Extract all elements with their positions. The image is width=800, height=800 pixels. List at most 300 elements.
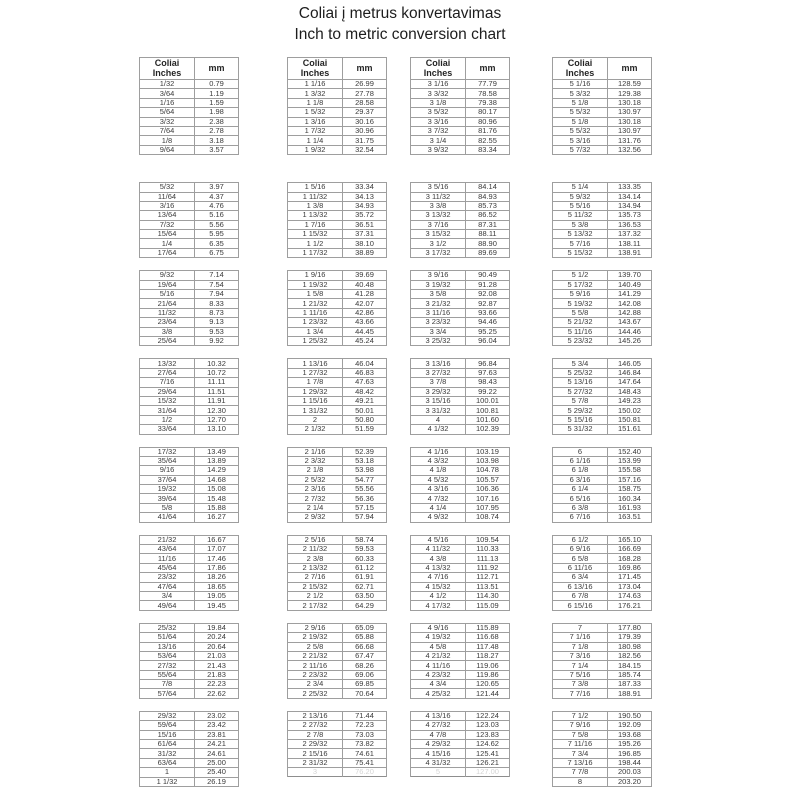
- mm-cell: 195.26: [608, 740, 652, 749]
- inches-cell: 2 19/32: [288, 633, 343, 642]
- table-row: [288, 396, 387, 405]
- mm-cell: 12.30: [195, 406, 239, 415]
- mm-cell: 180.98: [608, 642, 652, 651]
- inches-cell: 3 5/32: [411, 108, 466, 117]
- table-row: [288, 494, 387, 503]
- inches-cell: 2 3/8: [288, 554, 343, 563]
- inches-cell: 1 5/16: [288, 183, 343, 192]
- table-row: [288, 573, 387, 582]
- table-row-faded: [411, 768, 510, 777]
- inches-cell: 1 15/16: [288, 396, 343, 405]
- mm-cell: 53.98: [343, 466, 387, 475]
- conversion-column-1: [139, 57, 238, 799]
- mm-cell: 7.14: [195, 271, 239, 280]
- mm-cell: 23.02: [195, 711, 239, 720]
- table-row: [553, 513, 652, 522]
- inches-cell: 3 23/32: [411, 318, 466, 327]
- table-row: [288, 651, 387, 660]
- mm-cell: 115.09: [466, 601, 510, 610]
- mm-cell: 41.28: [343, 290, 387, 299]
- page-title: [0, 3, 800, 45]
- mm-cell: 88.90: [466, 239, 510, 248]
- mm-cell: 188.91: [608, 689, 652, 698]
- table-row: [411, 740, 510, 749]
- table-row: [553, 117, 652, 126]
- table-row: [288, 642, 387, 651]
- inches-cell: 7 9/16: [553, 721, 608, 730]
- mm-cell: 65.09: [343, 623, 387, 632]
- inches-cell: 7 5/8: [553, 730, 608, 739]
- inches-cell: 4 23/32: [411, 670, 466, 679]
- mm-cell: 176.21: [608, 601, 652, 610]
- table-row: [288, 485, 387, 494]
- mm-cell: 126.21: [466, 758, 510, 767]
- table-row: [140, 721, 239, 730]
- conversion-table-col3-block1: [410, 57, 510, 155]
- mm-cell: 14.68: [195, 475, 239, 484]
- table-row: [411, 98, 510, 107]
- table-row: [553, 415, 652, 424]
- table-row: [411, 368, 510, 377]
- mm-cell: 39.69: [343, 271, 387, 280]
- table-row: [140, 730, 239, 739]
- inches-cell: 5 1/16: [553, 80, 608, 89]
- inches-cell: 1/16: [140, 98, 195, 107]
- conversion-table-col4-block2: [552, 182, 652, 258]
- inches-cell: 6 1/8: [553, 466, 608, 475]
- table-row: [288, 670, 387, 679]
- inches-cell: 1 7/32: [288, 126, 343, 135]
- inches-cell: 5 21/32: [553, 318, 608, 327]
- mm-cell: 141.29: [608, 290, 652, 299]
- inches-cell: 2 9/32: [288, 513, 343, 522]
- table-row: [140, 749, 239, 758]
- inches-cell: 5 5/32: [553, 126, 608, 135]
- inches-cell: 1 7/8: [288, 378, 343, 387]
- table-row: [553, 661, 652, 670]
- table-row: [140, 680, 239, 689]
- inches-cell: 5 25/32: [553, 368, 608, 377]
- inches-cell: 2 3/32: [288, 456, 343, 465]
- mm-cell: 142.88: [608, 308, 652, 317]
- mm-cell: 127.00: [466, 768, 510, 777]
- inches-cell: 5 5/8: [553, 308, 608, 317]
- inches-cell: 5 15/32: [553, 248, 608, 257]
- mm-cell: 28.58: [343, 98, 387, 107]
- table-row: [140, 201, 239, 210]
- mm-cell: 23.42: [195, 721, 239, 730]
- conversion-table-col1-block4: [139, 358, 239, 434]
- inches-cell: 2 31/32: [288, 758, 343, 767]
- table-row: [553, 711, 652, 720]
- inches-cell: 31/64: [140, 406, 195, 415]
- inches-cell: 3 3/32: [411, 89, 466, 98]
- table-row: [140, 359, 239, 368]
- mm-cell: 49.21: [343, 396, 387, 405]
- mm-cell: 166.69: [608, 545, 652, 554]
- inches-cell: 6 7/8: [553, 591, 608, 600]
- conversion-table-col1-block5: [139, 447, 239, 523]
- inches-cell: 3 27/32: [411, 368, 466, 377]
- inches-cell: 51/64: [140, 633, 195, 642]
- inches-cell: 5 5/32: [553, 108, 608, 117]
- inches-cell: 3/16: [140, 201, 195, 210]
- mm-cell: 150.02: [608, 406, 652, 415]
- mm-cell: 135.73: [608, 211, 652, 220]
- conversion-table-col2-block8: [287, 711, 387, 777]
- mm-cell: 119.06: [466, 661, 510, 670]
- inches-cell: 1 3/4: [288, 327, 343, 336]
- inches-cell: 2 1/4: [288, 503, 343, 512]
- inches-cell: 7/64: [140, 126, 195, 135]
- mm-cell: 155.58: [608, 466, 652, 475]
- inches-cell: 3 1/8: [411, 98, 466, 107]
- inches-cell: 37/64: [140, 475, 195, 484]
- table-row: [140, 711, 239, 720]
- table-row: [553, 201, 652, 210]
- table-row: [411, 661, 510, 670]
- table-row: [140, 758, 239, 767]
- inches-cell: 3 13/16: [411, 359, 466, 368]
- inches-cell: 3 5/16: [411, 183, 466, 192]
- mm-cell: 158.75: [608, 485, 652, 494]
- inches-cell: 5/8: [140, 503, 195, 512]
- table-row: [140, 126, 239, 135]
- table-row: [140, 108, 239, 117]
- table-row: [553, 271, 652, 280]
- inches-cell: 35/64: [140, 456, 195, 465]
- table-row: [411, 601, 510, 610]
- mm-cell: 200.03: [608, 768, 652, 777]
- mm-cell: 142.08: [608, 299, 652, 308]
- table-row: [553, 563, 652, 572]
- mm-cell: 85.73: [466, 201, 510, 210]
- inches-cell: 5 27/32: [553, 387, 608, 396]
- table-row: [553, 387, 652, 396]
- inches-cell: 5 7/32: [553, 145, 608, 154]
- inches-cell: 9/64: [140, 145, 195, 154]
- mm-header: mm: [608, 58, 652, 80]
- inches-cell: 4 7/16: [411, 573, 466, 582]
- inches-cell: 4 11/16: [411, 661, 466, 670]
- mm-cell: 150.81: [608, 415, 652, 424]
- inches-cell: 5 1/4: [553, 183, 608, 192]
- inches-cell: 5 13/16: [553, 378, 608, 387]
- mm-cell: 137.32: [608, 230, 652, 239]
- inches-cell: 2 15/32: [288, 582, 343, 591]
- mm-cell: 25.00: [195, 758, 239, 767]
- table-row: [288, 280, 387, 289]
- inches-cell: 2 1/32: [288, 425, 343, 434]
- table-row: [288, 623, 387, 632]
- table-row: [411, 220, 510, 229]
- inches-cell: 3 11/16: [411, 308, 466, 317]
- inches-cell: 3/32: [140, 117, 195, 126]
- mm-cell: 45.24: [343, 336, 387, 345]
- table-row: [411, 136, 510, 145]
- mm-cell: 143.67: [608, 318, 652, 327]
- table-row: [411, 327, 510, 336]
- mm-cell: 130.18: [608, 117, 652, 126]
- mm-cell: 46.04: [343, 359, 387, 368]
- inches-cell: 15/32: [140, 396, 195, 405]
- inches-cell: 27/32: [140, 661, 195, 670]
- mm-cell: 148.43: [608, 387, 652, 396]
- conversion-table-col2-block7: [287, 623, 387, 699]
- mm-cell: 61.12: [343, 563, 387, 572]
- inches-cell: 3/64: [140, 89, 195, 98]
- mm-cell: 3.57: [195, 145, 239, 154]
- table-row: [411, 89, 510, 98]
- table-row: [140, 192, 239, 201]
- mm-cell: 1.59: [195, 98, 239, 107]
- mm-cell: 17.46: [195, 554, 239, 563]
- table-row: [553, 573, 652, 582]
- table-row: [411, 359, 510, 368]
- mm-cell: 1.19: [195, 89, 239, 98]
- inches-cell: 5 31/32: [553, 425, 608, 434]
- mm-cell: 152.40: [608, 447, 652, 456]
- mm-cell: 169.86: [608, 563, 652, 572]
- mm-cell: 128.59: [608, 80, 652, 89]
- table-row: [288, 192, 387, 201]
- table-row: [288, 513, 387, 522]
- inches-cell: 21/64: [140, 299, 195, 308]
- mm-cell: 117.48: [466, 642, 510, 651]
- mm-cell: 58.74: [343, 535, 387, 544]
- inches-cell: 4 17/32: [411, 601, 466, 610]
- conversion-table-col3-block2: [410, 182, 510, 258]
- inches-cell: 2 13/16: [288, 711, 343, 720]
- inches-cell: 5 23/32: [553, 336, 608, 345]
- inches-cell: 2 7/32: [288, 494, 343, 503]
- table-row: [553, 211, 652, 220]
- mm-cell: 22.62: [195, 689, 239, 698]
- mm-cell: 139.70: [608, 271, 652, 280]
- inches-cell: 31/32: [140, 749, 195, 758]
- inches-cell: 2 29/32: [288, 740, 343, 749]
- mm-cell: 120.65: [466, 680, 510, 689]
- mm-cell: 5.16: [195, 211, 239, 220]
- table-row: [553, 239, 652, 248]
- table-row: [411, 192, 510, 201]
- inches-cell: 4 1/2: [411, 591, 466, 600]
- conversion-table-col2-block1: [287, 57, 387, 155]
- inches-cell: 1 1/16: [288, 80, 343, 89]
- inches-cell: 1 15/32: [288, 230, 343, 239]
- table-row: [553, 601, 652, 610]
- inches-cell: 1/2: [140, 415, 195, 424]
- mm-cell: 74.61: [343, 749, 387, 758]
- inches-cell: 5 3/16: [553, 136, 608, 145]
- table-row: [140, 563, 239, 572]
- page-title-english: Inch to metric conversion chart: [294, 26, 506, 43]
- table-row: [288, 554, 387, 563]
- mm-cell: 66.68: [343, 642, 387, 651]
- mm-cell: 55.56: [343, 485, 387, 494]
- table-row: [553, 447, 652, 456]
- table-row: [411, 642, 510, 651]
- mm-cell: 19.84: [195, 623, 239, 632]
- inches-cell: 4 15/16: [411, 749, 466, 758]
- inches-cell: 45/64: [140, 563, 195, 572]
- table-row: [288, 387, 387, 396]
- inches-cell: 2 25/32: [288, 689, 343, 698]
- mm-cell: 62.71: [343, 582, 387, 591]
- mm-cell: 108.74: [466, 513, 510, 522]
- mm-cell: 157.16: [608, 475, 652, 484]
- mm-cell: 114.30: [466, 591, 510, 600]
- mm-cell: 73.82: [343, 740, 387, 749]
- mm-cell: 118.27: [466, 651, 510, 660]
- mm-cell: 92.87: [466, 299, 510, 308]
- inches-cell: 1 5/8: [288, 290, 343, 299]
- inches-cell: 2 9/16: [288, 623, 343, 632]
- table-row: [140, 623, 239, 632]
- inches-cell: 5 7/16: [553, 239, 608, 248]
- mm-cell: 174.63: [608, 591, 652, 600]
- inches-cell: 2 17/32: [288, 601, 343, 610]
- inches-cell: 59/64: [140, 721, 195, 730]
- table-row: [140, 406, 239, 415]
- mm-cell: 50.80: [343, 415, 387, 424]
- inches-cell: 3 1/4: [411, 136, 466, 145]
- mm-cell: 72.23: [343, 721, 387, 730]
- mm-cell: 11.51: [195, 387, 239, 396]
- mm-cell: 100.01: [466, 396, 510, 405]
- mm-cell: 111.92: [466, 563, 510, 572]
- table-row: [288, 661, 387, 670]
- mm-cell: 24.21: [195, 740, 239, 749]
- conversion-table-col1-block1: [139, 57, 239, 155]
- inches-cell: 13/64: [140, 211, 195, 220]
- table-row: [140, 117, 239, 126]
- table-row: [288, 503, 387, 512]
- inches-cell: 4 31/32: [411, 758, 466, 767]
- inches-cell: 2 11/32: [288, 545, 343, 554]
- mm-cell: 42.86: [343, 308, 387, 317]
- table-row: [288, 211, 387, 220]
- inches-cell: 4: [411, 415, 466, 424]
- mm-cell: 67.47: [343, 651, 387, 660]
- table-row: [288, 80, 387, 89]
- table-row: [411, 308, 510, 317]
- inches-cell: 4 9/16: [411, 623, 466, 632]
- mm-cell: 6.35: [195, 239, 239, 248]
- inches-cell: 3 7/16: [411, 220, 466, 229]
- mm-cell: 51.59: [343, 425, 387, 434]
- table-row-faded: [288, 768, 387, 777]
- inches-cell: 4 29/32: [411, 740, 466, 749]
- table-row: [288, 447, 387, 456]
- inches-cell: 5 9/16: [553, 290, 608, 299]
- inches-cell: 7 13/16: [553, 758, 608, 767]
- mm-cell: 193.68: [608, 730, 652, 739]
- mm-cell: 14.29: [195, 466, 239, 475]
- mm-cell: 177.80: [608, 623, 652, 632]
- conversion-table-col3-block8: [410, 711, 510, 777]
- mm-cell: 4.37: [195, 192, 239, 201]
- table-row: [553, 535, 652, 544]
- table-row: [553, 642, 652, 651]
- table-row: [411, 456, 510, 465]
- mm-cell: 61.91: [343, 573, 387, 582]
- inches-cell: 55/64: [140, 670, 195, 679]
- inches-header: Coliai Inches: [140, 58, 195, 80]
- inches-cell: 4 13/16: [411, 711, 466, 720]
- table-row: [140, 475, 239, 484]
- mm-cell: 151.61: [608, 425, 652, 434]
- table-row: [553, 494, 652, 503]
- table-row: [140, 642, 239, 651]
- table-row: [553, 89, 652, 98]
- mm-cell: 69.06: [343, 670, 387, 679]
- table-row: [411, 633, 510, 642]
- table-row: [140, 651, 239, 660]
- table-row: [140, 136, 239, 145]
- mm-header: mm: [343, 58, 387, 80]
- inches-cell: 23/64: [140, 318, 195, 327]
- table-row: [553, 740, 652, 749]
- table-row: [411, 680, 510, 689]
- table-row: [553, 396, 652, 405]
- mm-cell: 104.78: [466, 466, 510, 475]
- table-row: [411, 721, 510, 730]
- mm-cell: 107.16: [466, 494, 510, 503]
- table-row: [140, 768, 239, 777]
- conversion-table-col4-block8: [552, 711, 652, 787]
- mm-cell: 54.77: [343, 475, 387, 484]
- inches-cell: 3 19/32: [411, 280, 466, 289]
- inches-cell: 53/64: [140, 651, 195, 660]
- table-row: [140, 308, 239, 317]
- conversion-table-col3-block4: [410, 358, 510, 434]
- inches-cell: 3 3/16: [411, 117, 466, 126]
- mm-cell: 2.38: [195, 117, 239, 126]
- table-row: [288, 145, 387, 154]
- mm-cell: 124.62: [466, 740, 510, 749]
- table-row: [411, 230, 510, 239]
- mm-cell: 53.18: [343, 456, 387, 465]
- inches-cell: 4 7/8: [411, 730, 466, 739]
- mm-cell: 17.86: [195, 563, 239, 572]
- table-row: [140, 248, 239, 257]
- table-row: [140, 368, 239, 377]
- table-row: [140, 271, 239, 280]
- mm-cell: 65.88: [343, 633, 387, 642]
- table-row: [553, 108, 652, 117]
- inches-cell: 49/64: [140, 601, 195, 610]
- mm-cell: 31.75: [343, 136, 387, 145]
- table-row: [288, 689, 387, 698]
- conversion-table-col3-block5: [410, 447, 510, 523]
- table-row: [140, 456, 239, 465]
- table-row: [288, 582, 387, 591]
- table-row: [411, 211, 510, 220]
- mm-cell: 56.36: [343, 494, 387, 503]
- table-row: [411, 201, 510, 210]
- conversion-table-col1-block2: [139, 182, 239, 258]
- mm-cell: 115.89: [466, 623, 510, 632]
- inches-cell: 4 1/16: [411, 447, 466, 456]
- mm-cell: 144.46: [608, 327, 652, 336]
- conversion-table-col2-block6: [287, 535, 387, 611]
- table-row: [288, 359, 387, 368]
- table-row: [288, 327, 387, 336]
- mm-cell: 20.24: [195, 633, 239, 642]
- inches-cell: 13/16: [140, 642, 195, 651]
- inches-cell: 2 7/8: [288, 730, 343, 739]
